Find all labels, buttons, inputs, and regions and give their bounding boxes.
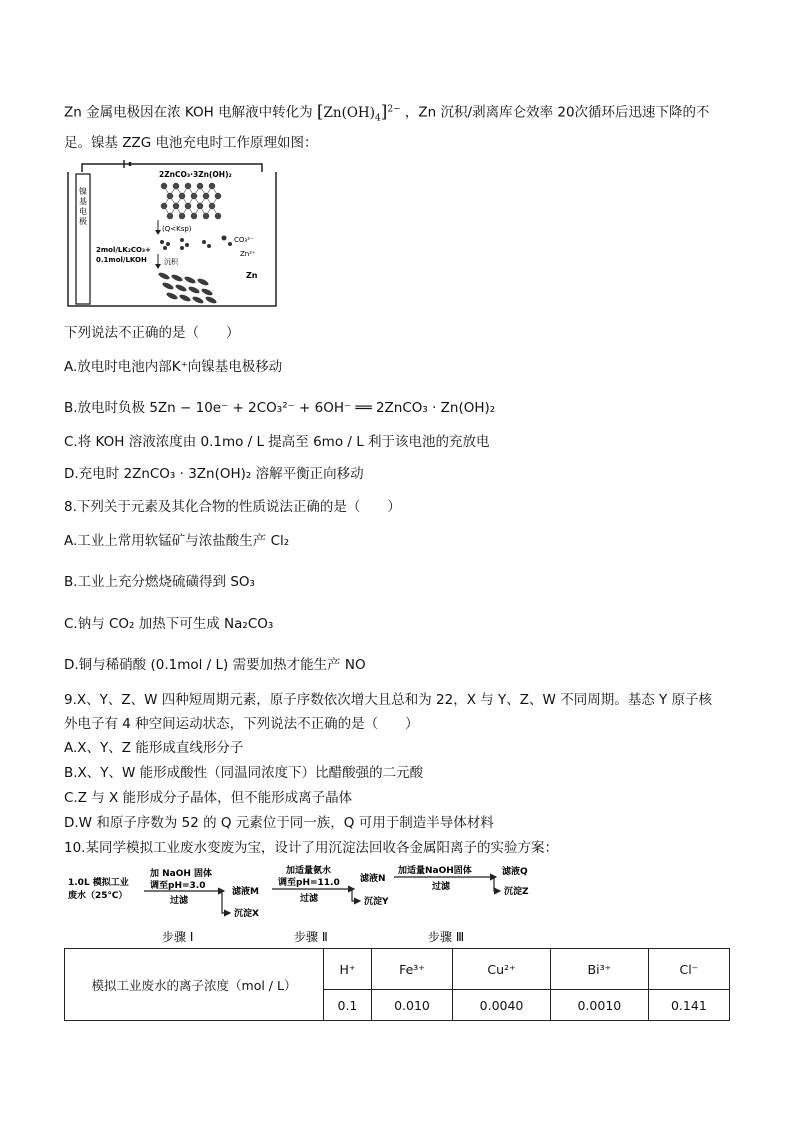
table-ion-h: H⁺ <box>324 949 372 990</box>
table-value-cl: 0.141 <box>648 990 729 1021</box>
flow-step3-reagent: 加适量NaOH固体 <box>398 866 472 876</box>
qksp-label: (Q<Ksp) <box>162 225 192 233</box>
table-ion-cl: Cl⁻ <box>648 949 729 990</box>
flow-filtrate-m: 滤液M <box>232 887 259 897</box>
table-value-fe: 0.010 <box>371 990 452 1021</box>
q8-option-a: A.工业上常用软锰矿与浓盐酸生产 Cl₂ <box>64 533 290 549</box>
zinc-deposit <box>158 271 218 305</box>
dissolved-ions <box>160 236 232 251</box>
flow-precipitate-x: 沉淀X <box>234 909 259 919</box>
step-1-label: 步骤 Ⅰ <box>162 930 194 944</box>
flow-filtrate-n: 滤液N <box>360 874 386 884</box>
carbonate-ion-label: CO₃²⁻ <box>234 236 254 244</box>
table-value-cu: 0.0040 <box>453 990 551 1021</box>
q8-stem: 8.下列关于元素及其化合物的性质说法正确的是（ ） <box>64 499 401 515</box>
table-ion-fe: Fe³⁺ <box>371 949 452 990</box>
table-value-bi: 0.0010 <box>550 990 648 1021</box>
q7-option-d: D.充电时 2ZnCO₃ · 3Zn(OH)₂ 溶解平衡正向移动 <box>64 466 364 482</box>
flow-step2-ph: 调至pH=11.0 <box>278 878 340 888</box>
q9-option-b: B.X、Y、W 能形成酸性（同温同浓度下）比醋酸强的二元酸 <box>64 765 424 781</box>
q8-option-c: C.钠与 CO₂ 加热下可生成 Na₂CO₃ <box>64 616 274 632</box>
step-3-label: 步骤 Ⅲ <box>428 930 465 944</box>
step-2-label: 步骤 Ⅱ <box>294 930 328 944</box>
flow-step3-filter: 过滤 <box>432 882 451 892</box>
q7-intro-line1 <box>64 99 710 128</box>
top-compound-label: 2ZnCO₃·3Zn(OH)₂ <box>159 170 232 179</box>
recovery-flowchart <box>64 863 564 945</box>
zinc-ion-label: Zn²⁺ <box>240 250 256 258</box>
electrode-label: 镍基电极 <box>79 187 87 226</box>
q7-option-a: A.放电时电池内部K⁺向镍基电极移动 <box>64 359 283 375</box>
ion-concentration-table <box>64 948 730 1021</box>
electrolyte-label-1: 2mol/LK₂CO₃+ <box>96 246 151 254</box>
q7-intro-text-b: ，Zn 沉积/剥离库仑效率 20次循环后迅速下降的不 <box>404 104 710 121</box>
table-value-h: 0.1 <box>324 990 372 1021</box>
table-ion-cu: Cu²⁺ <box>453 949 551 990</box>
q7-stem: 下列说法不正确的是（ ） <box>64 325 240 341</box>
q9-option-d: D.W 和原子序数为 52 的 Q 元素位于同一族，Q 可用于制造半导体材料 <box>64 815 494 831</box>
q7-option-b: B.放电时负极 5Zn − 10e⁻ + 2CO₃²⁻ + 6OH⁻ ══ 2ZnCO₃ · Zn(OH)₂ <box>64 400 496 416</box>
q7-option-c: C.将 KOH 溶液浓度由 0.1mo / L 提高至 6mo / L 利于该电池的充放电 <box>64 434 490 450</box>
electrolyte-label-2: 0.1mol/LKOH <box>96 256 147 264</box>
q9-stem-line2: 外电子有 4 种空间运动状态，下列说法不正确的是（ ） <box>64 716 419 732</box>
flow-step1-ph: 调至pH=3.0 <box>150 881 206 891</box>
flow-precipitate-y: 沉淀Y <box>364 897 389 907</box>
flow-step1-filter: 过滤 <box>170 896 189 906</box>
flow-start-1: 1.0L 模拟工业 <box>68 878 129 888</box>
flow-step1-reagent: 加 NaOH 固体 <box>150 869 213 879</box>
flow-step2-reagent: 加适量氨水 <box>286 866 332 876</box>
zincate-formula: $[Zn(OH)_4]^{2-}$ <box>316 101 401 124</box>
q7-intro-text-a: Zn 金属电极因在浓 KOH 电解液中转化为 <box>64 104 313 121</box>
battery-charging-diagram <box>64 160 280 310</box>
flow-start-2: 废水（25℃） <box>68 891 128 901</box>
q8-option-b: B.工业上充分燃烧硫磺得到 SO₃ <box>64 574 255 590</box>
deposit-label: 沉积 <box>164 258 178 266</box>
zn-label: Zn <box>246 271 258 280</box>
table-ion-bi: Bi³⁺ <box>550 949 648 990</box>
q7-intro-line2: 足。镍基 ZZG 电池充电时工作原理如图： <box>64 135 318 151</box>
q10-stem: 10.某同学模拟工业废水变废为宝，设计了用沉淀法回收各金属阳离子的实验方案： <box>64 840 558 856</box>
q9-option-a: A.X、Y、Z 能形成直线形分子 <box>64 740 244 756</box>
flow-step2-filter: 过滤 <box>300 894 319 904</box>
q9-option-c: C.Z 与 X 能形成分子晶体，但不能形成离子晶体 <box>64 790 353 806</box>
flow-filtrate-q: 滤液Q <box>502 867 528 877</box>
q9-stem-line1: 9.X、Y、Z、W 四种短周期元素，原子序数依次增大且总和为 22，X 与 Y、Z、W 不同周期。基态 Y 原子核 <box>64 692 713 708</box>
flow-precipitate-z: 沉淀Z <box>504 887 529 897</box>
table-row-header: 模拟工业废水的离子浓度（mol / L） <box>65 949 324 1021</box>
q8-option-d: D.铜与稀硝酸 (0.1mol / L) 需要加热才能生产 NO <box>64 657 366 673</box>
